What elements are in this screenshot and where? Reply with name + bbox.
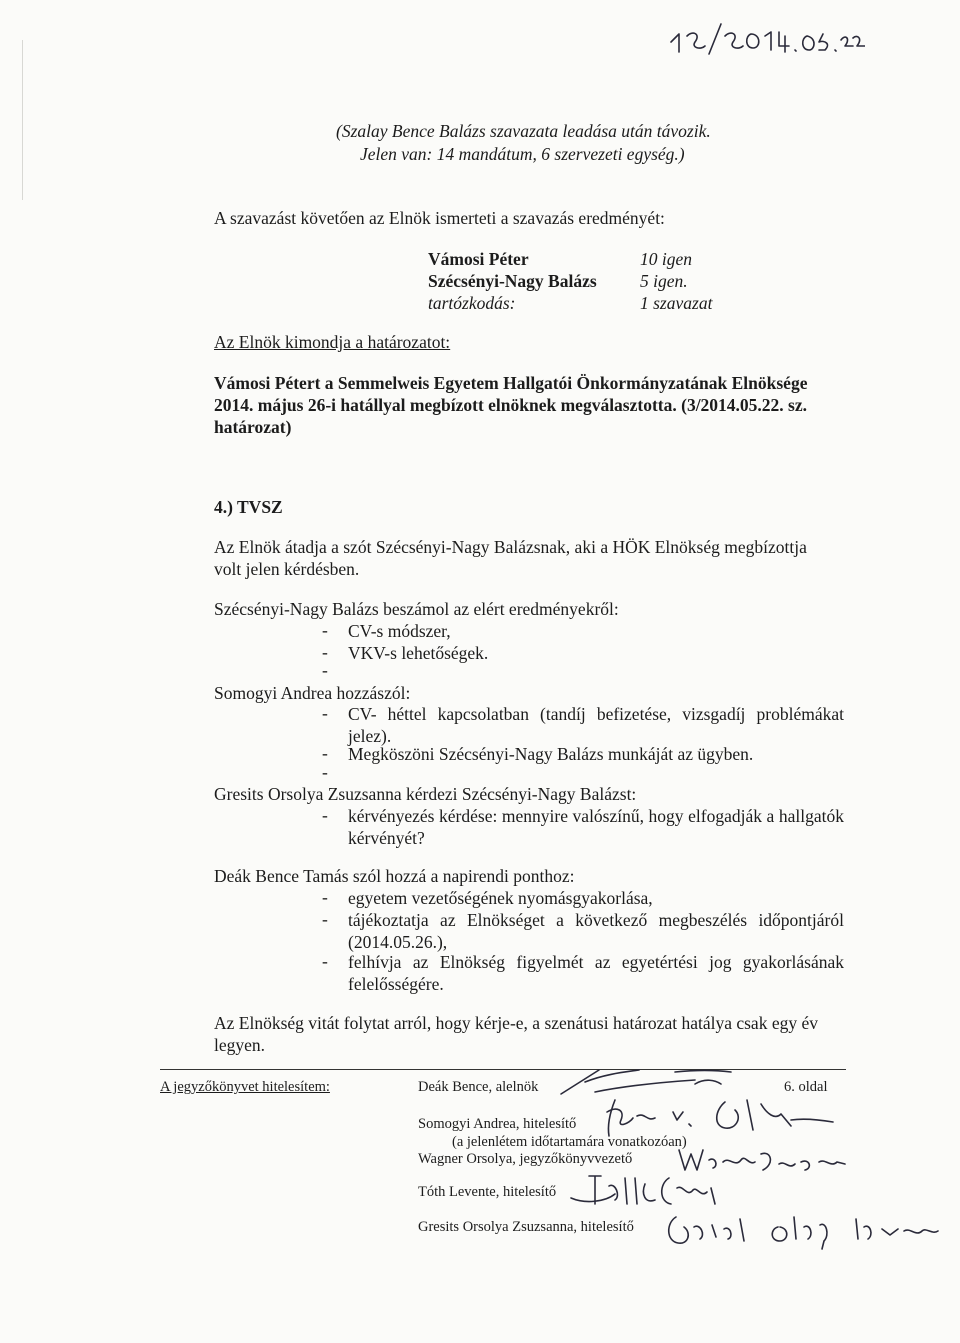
closing-line-1: Az Elnökség vitát folytat arról, hogy kérje-e, a szenátusi határozat hatálya csak egy év — [214, 1013, 818, 1033]
deak-item-2: tájékoztatja az Elnökséget a következő megbeszélés időpontjáról (2014.05.26.), — [348, 910, 844, 952]
note-line-1: (Szalay Bence Balázs szavazata leadása után távozik. — [336, 121, 711, 141]
somogyi-item-2: Megköszöni Szécsényi-Nagy Balázs munkáját az ügyben. — [348, 744, 754, 764]
bullet-dash: - — [322, 620, 328, 640]
bullet-dash: - — [322, 642, 328, 662]
vote-intro: A szavazást követően az Elnök ismerteti a szavazás eredményét: — [214, 208, 665, 228]
somogyi-intro: Somogyi Andrea hozzászól: — [214, 683, 411, 703]
signer-wagner: Wagner Orsolya, jegyzőkönyvvezető — [418, 1151, 633, 1167]
scan-edge-mark — [22, 40, 23, 200]
resolution-line-2: 2014. május 26-i hatállyal megbízott elnöknek megválasztotta. (3/2014.05.22. sz. — [214, 395, 808, 415]
signer-deak: Deák Bence, alelnök — [418, 1079, 539, 1095]
vote-value-2: 5 igen. — [640, 271, 688, 291]
footer-separator — [160, 1069, 846, 1070]
para1-line-1: Az Elnök átadja a szót Szécsényi-Nagy Balázsnak, aki a HÖK Elnökség megbízottja — [214, 537, 807, 557]
signer-gresits: Gresits Orsolya Zsuzsanna, hitelesítő — [418, 1219, 634, 1235]
page-number: 6. oldal — [784, 1079, 828, 1095]
signature-gresits — [660, 1205, 940, 1255]
certify-label: A jegyzőkönyvet hitelesítem: — [160, 1079, 330, 1095]
signature-somogyi — [585, 1090, 835, 1146]
report-intro: Szécsényi-Nagy Balázs beszámol az elért eredményekről: — [214, 599, 619, 619]
report-item-1: CV-s módszer, — [348, 621, 451, 641]
signer-somogyi-note: (a jelenlétem időtartamára vonatkozóan) — [452, 1134, 687, 1150]
deak-item-3: felhívja az Elnökség figyelmét az egyetértési jog gyakorlásának felelősségére. — [348, 952, 844, 994]
resolution-line-3: határozat) — [214, 417, 292, 437]
bullet-dash: - — [322, 660, 328, 680]
signer-somogyi: Somogyi Andrea, hitelesítő — [418, 1116, 577, 1132]
resolution-intro: Az Elnök kimondja a határozatot: — [214, 332, 451, 352]
somogyi-item-1: CV- héttel kapcsolatban (tandíj befizetése, vizsgadíj problémákat jelez). — [348, 704, 844, 746]
bullet-dash: - — [322, 951, 328, 971]
note-line-2: Jelen van: 14 mandátum, 6 szervezeti egység.) — [360, 144, 685, 164]
bullet-dash: - — [322, 762, 328, 782]
signer-toth: Tóth Levente, hitelesítő — [418, 1184, 557, 1200]
deak-intro: Deák Bence Tamás szól hozzá a napirendi ponthoz: — [214, 866, 575, 886]
closing-line-2: legyen. — [214, 1035, 266, 1055]
bullet-dash: - — [322, 909, 328, 929]
deak-item-1: egyetem vezetőségének nyomásgyakorlása, — [348, 888, 653, 908]
vote-value-3: 1 szavazat — [640, 293, 713, 313]
vote-label-1: Vámosi Péter — [428, 249, 529, 269]
bullet-dash: - — [322, 703, 328, 723]
gresits-item-1: kérvényezés kérdése: mennyire valószínű, hogy elfogadják a hallgatók kérvényét? — [348, 806, 844, 848]
vote-value-1: 10 igen — [640, 249, 693, 269]
handwritten-date-mark — [665, 12, 865, 60]
section-heading: 4.) TVSZ — [214, 497, 283, 517]
bullet-dash: - — [322, 805, 328, 825]
gresits-intro: Gresits Orsolya Zsuzsanna kérdezi Szécsényi-Nagy Balázst: — [214, 784, 637, 804]
vote-label-2: Szécsényi-Nagy Balázs — [428, 271, 597, 291]
bullet-dash: - — [322, 743, 328, 763]
resolution-line-1: Vámosi Pétert a Semmelweis Egyetem Hallgatói Önkormányzatának Elnöksége — [214, 373, 808, 393]
bullet-dash: - — [322, 887, 328, 907]
vote-label-3: tartózkodás: — [428, 293, 516, 313]
report-item-2: VKV-s lehetőségek. — [348, 643, 489, 663]
para1-line-2: volt jelen kérdésben. — [214, 559, 360, 579]
